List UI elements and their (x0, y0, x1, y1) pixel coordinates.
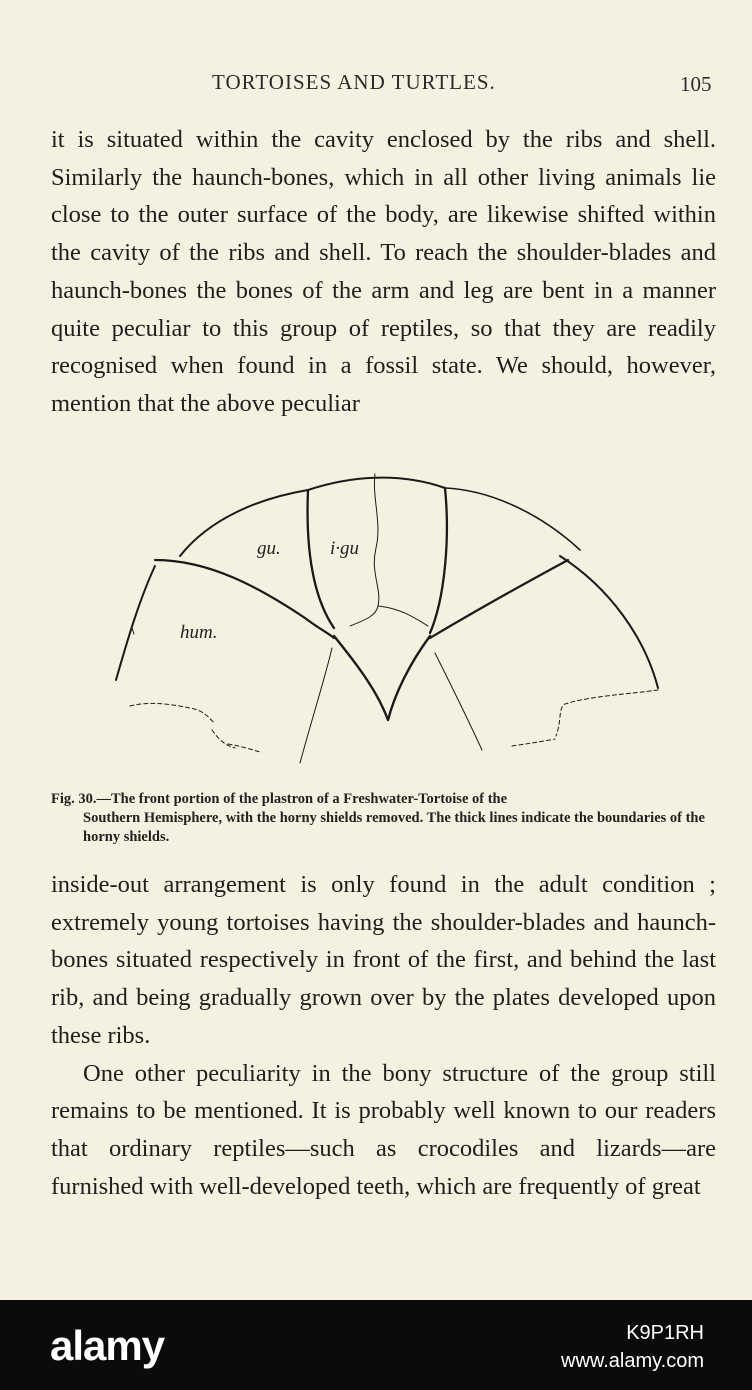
broken-edge-right (512, 690, 658, 746)
intergular-top-boundary (308, 478, 445, 490)
plastron-figure (110, 468, 670, 778)
outer-right-boundary (560, 556, 658, 688)
gular-top-boundary (180, 490, 308, 556)
caption-rest: Southern Hemisphere, with the horny shields removed. The thick lines indicate the boundaries of the horny shields. (83, 810, 705, 845)
image-id: K9P1RH (626, 1322, 704, 1344)
page-number: 105 (680, 72, 712, 96)
paragraph: inside-out arrangement is only found in the adult condition ; extremely young tortoises having the shoulder-blades and haunch-bones situated respectively in front of the first, and behind the last rib, and being gradually grown over by the plates developed upon these ribs. (51, 871, 716, 1049)
suture-right-branch (378, 606, 428, 626)
intergular-right-side (430, 488, 447, 633)
intergular-label: i·gu (330, 538, 360, 559)
edge-tick-left (132, 628, 134, 634)
broken-edge-left (130, 703, 260, 752)
suture-lower-left (300, 648, 332, 763)
caption-line-1: Fig. 30.—The front portion of the plastron of a Freshwater-Tortoise of the (51, 791, 508, 807)
outer-left-boundary (116, 566, 155, 680)
central-v (334, 636, 430, 720)
body-text-bottom (51, 866, 716, 1205)
page-header (0, 68, 752, 100)
paragraph: it is situated within the cavity enclosed by the ribs and shell. Similarly the haunch-bones, which in all other living animals lie close to the outer surface of the body, are likewise shifted within the cavity of the ribs and shell. To reach the shoulder-blades and haunch-bones the bones of the arm and leg are bent in a manner quite peculiar to this group of reptiles, so that they are readily recognised when found in a fossil state. We should, however, mention that the above peculiar (51, 126, 716, 417)
gular-label: gu. (257, 538, 281, 559)
running-title: TORTOISES AND TURTLES. (212, 70, 496, 94)
intergular-left-side (308, 490, 334, 628)
site-url: www.alamy.com (561, 1350, 704, 1372)
suture-lower-right (435, 653, 482, 750)
watermark-footer (0, 1300, 752, 1390)
figure-caption (51, 790, 716, 847)
upper-right-boundary (445, 488, 580, 550)
body-text-top (51, 121, 716, 423)
humeral-label: hum. (180, 622, 218, 643)
paragraph: One other peculiarity in the bony structure of the group still remains to be mentioned. It is probably well known to our readers that ordinary reptiles—such as crocodiles and lizards—are furnished with well-developed teeth, which are frequently of great (51, 1059, 716, 1200)
alamy-logo: alamy (50, 1322, 165, 1369)
humeral-right-boundary (430, 560, 568, 638)
